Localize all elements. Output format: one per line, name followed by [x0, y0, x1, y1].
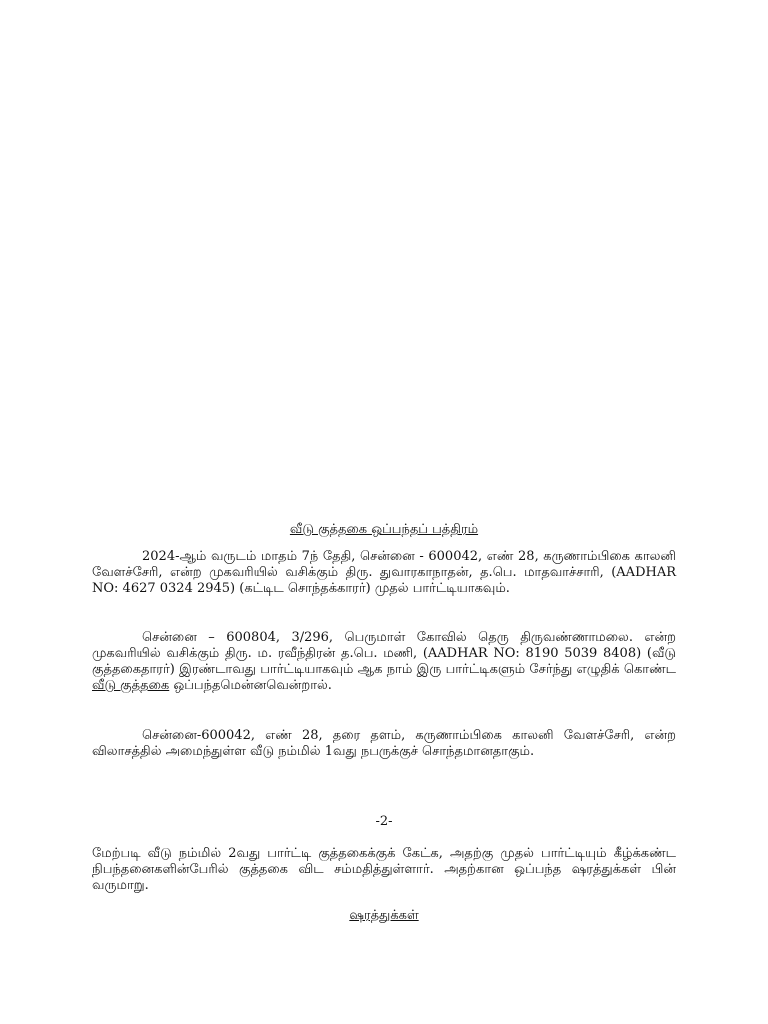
paragraph-agreement: மேற்படி வீடு நம்மில் 2வது பார்ட்டி குத்தகைக்குக் கேட்க, அதற்கு முதல் பார்ட்டியும் கீழ்க்கண்ட நிபந்தனைகளின்பேரில் குத்தகை விட சம்மதித்துள்ளார். அதற்கான ஒப்பந்த ஷரத்துக்கள் பின் வருமாறு. [92, 846, 676, 893]
paragraph-second-party-end: ஒப்பந்தமென்னவென்றால். [173, 678, 332, 693]
conditions-heading: ஷரத்துக்கள் [349, 908, 419, 923]
paragraph-first-party: 2024-ஆம் வருடம் மாதம் 7ந் தேதி, சென்னை - 600042, எண் 28, கருணாம்பிகை காலனி வேளச்சேரி, என்ற முகவரியில் வசிக்கும் திரு. துவாரகாநாதன், த.பெ. மாதவாச்சாரி, (AADHAR NO: 4627 0324 2945) (கட்டிட சொந்தக்காரர்) முதல் பார்ட்டியாகவும். [92, 549, 676, 596]
page-number: -2- [375, 814, 393, 829]
paragraph-property: சென்னை-600042, எண் 28, தரை தளம், கருணாம்பிகை காலனி வேளச்சேரி, என்ற விலாசத்தில் அமைந்துள்ள வீடு நம்மில் 1வது நபருக்குச் சொந்தமானதாகும். [92, 728, 676, 759]
paragraph-second-party [92, 630, 676, 694]
lease-underlined-text: வீடு குத்தகை [92, 678, 170, 693]
document-title: வீடு குத்தகை ஒப்பந்தப் பத்திரம் [289, 522, 479, 537]
paragraph-second-party-text: சென்னை – 600804, 3/296, பெருமாள் கோவில் தெரு திருவண்ணாமலை. என்ற முகவரியில் வசிக்கும் திரு. ம. ரவீந்திரன் த.பெ. மணி, (AADHAR NO: 8190 5039 8408) (வீடு குத்தகைதாரர்) இரண்டாவது பார்ட்டியாகவும் ஆக நாம் இரு பார்ட்டிகளும் சேர்ந்து எழுதிக் கொண்ட [92, 630, 676, 677]
